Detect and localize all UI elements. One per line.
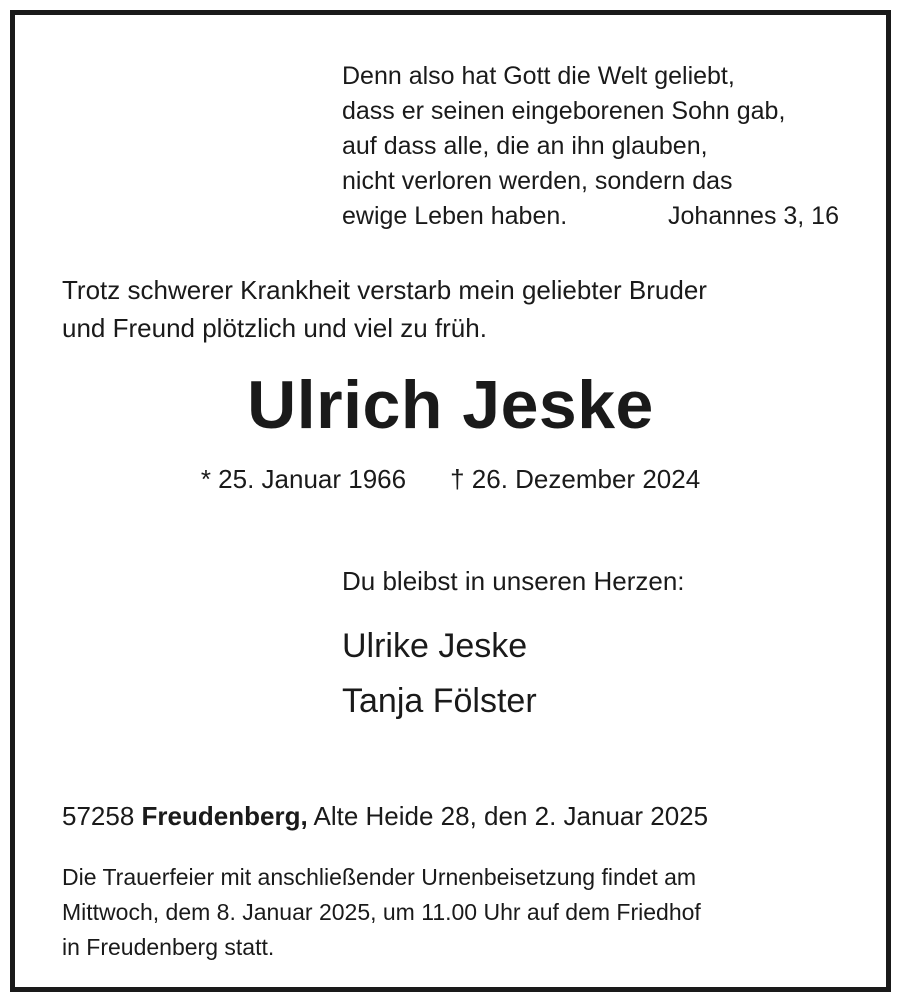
verse-line-5 <box>342 199 839 234</box>
life-dates <box>15 461 886 497</box>
postal-code: 57258 <box>62 801 135 831</box>
service-line-1: Die Trauerfeier mit anschließender Urnenbeisetzung findet am <box>62 864 697 890</box>
funeral-service-info <box>62 860 701 965</box>
mourner-name-1: Ulrike Jeske <box>342 627 528 665</box>
verse-last-text: ewige Leben haben. <box>342 202 568 230</box>
obituary-frame <box>10 10 891 992</box>
bible-verse <box>342 59 839 234</box>
birth-date: * 25. Januar 1966 <box>200 464 407 494</box>
verse-line-4: nicht verloren werden, sondern das <box>342 167 733 195</box>
city: Freudenberg, <box>141 801 308 831</box>
death-date: † 26. Dezember 2024 <box>450 464 701 494</box>
intro-line-1: Trotz schwerer Krankheit verstarb mein geliebter Bruder <box>62 275 707 305</box>
farewell-text: Du bleibst in unseren Herzen: <box>342 566 685 596</box>
verse-line-3: auf dass alle, die an ihn glauben, <box>342 132 708 160</box>
street-date: Alte Heide 28, den 2. Januar 2025 <box>313 801 709 831</box>
verse-line-2: dass er seinen eingeborenen Sohn gab, <box>342 97 786 125</box>
service-line-2: Mittwoch, dem 8. Januar 2025, um 11.00 Uhr auf dem Friedhof <box>62 899 701 925</box>
deceased-name: Ulrich Jeske <box>247 367 654 443</box>
service-line-3: in Freudenberg statt. <box>62 934 275 960</box>
mourner-name-2: Tanja Fölster <box>342 682 537 720</box>
intro-line-2: und Freund plötzlich und viel zu früh. <box>62 313 487 343</box>
address-line <box>62 798 708 834</box>
intro-text <box>62 271 707 347</box>
verse-reference: Johannes 3, 16 <box>668 202 839 230</box>
verse-line-1: Denn also hat Gott die Welt geliebt, <box>342 62 735 90</box>
